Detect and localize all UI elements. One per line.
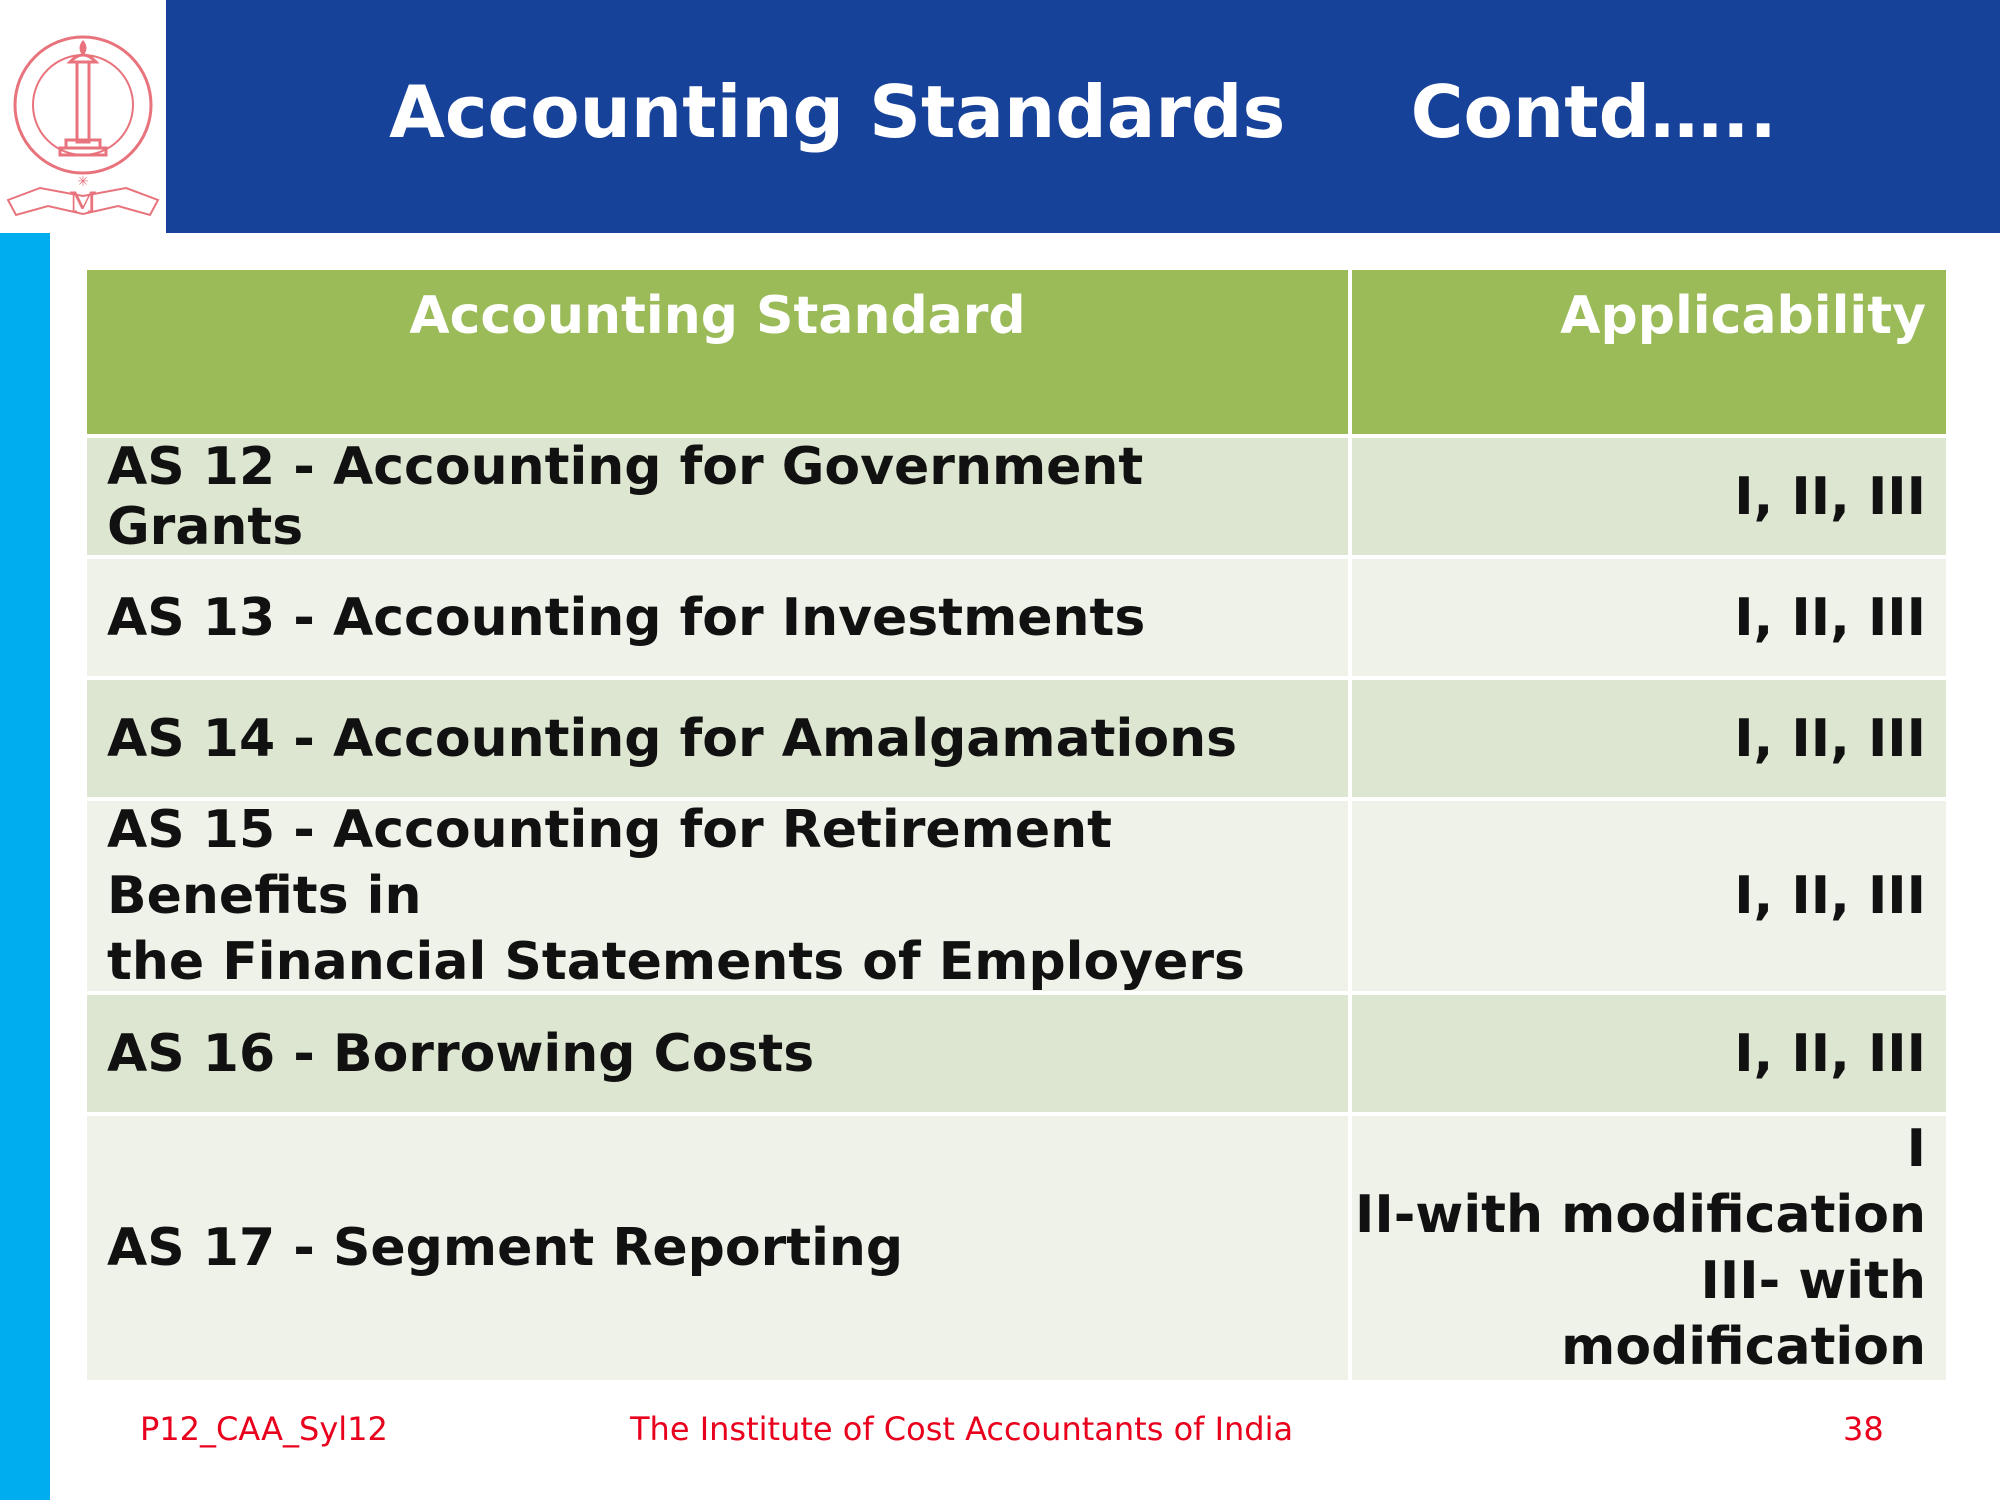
standard-line: AS 15 - Accounting for Retirement Benefits in xyxy=(107,800,1112,926)
standard-cell: AS 16 - Borrowing Costs xyxy=(85,993,1350,1114)
applicability-cell: I, II, III xyxy=(1350,799,1948,993)
svg-text:M: M xyxy=(68,186,98,219)
applicability-line: I xyxy=(1906,1119,1926,1179)
title-banner xyxy=(166,0,2000,233)
institute-logo xyxy=(0,0,166,233)
standard-cell: AS 17 - Segment Reporting xyxy=(85,1114,1350,1382)
table-row xyxy=(85,557,1948,678)
standard-cell: AS 12 - Accounting for Government Grants xyxy=(85,436,1350,557)
standard-cell: AS 13 - Accounting for Investments xyxy=(85,557,1350,678)
applicability-line: III- with modification xyxy=(1561,1251,1926,1377)
page-title: Accounting Standards Contd….. xyxy=(389,70,1777,154)
logo-area xyxy=(0,0,166,233)
table-row xyxy=(85,436,1948,557)
table-row xyxy=(85,993,1948,1114)
applicability-cell: I, II, III xyxy=(1350,993,1948,1114)
applicability-cell: I, II, III xyxy=(1350,557,1948,678)
standard-line: the Financial Statements of Employers xyxy=(107,932,1245,992)
footer-code: P12_CAA_Syl12 xyxy=(140,1410,388,1448)
page-number: 38 xyxy=(1843,1410,1884,1448)
footer-institute: The Institute of Cost Accountants of India xyxy=(630,1410,1294,1448)
applicability-cell: I, II, III xyxy=(1350,436,1948,557)
left-accent-bar xyxy=(0,233,50,1500)
standards-table xyxy=(85,268,1948,1382)
column-header-standard: Accounting Standard xyxy=(85,268,1350,436)
standard-cell: AS 14 - Accounting for Amalgamations xyxy=(85,678,1350,799)
table-row xyxy=(85,1114,1948,1382)
standard-cell xyxy=(85,799,1350,993)
applicability-cell: I, II, III xyxy=(1350,678,1948,799)
table-row xyxy=(85,799,1948,993)
svg-text:✳: ✳ xyxy=(77,174,89,190)
applicability-cell xyxy=(1350,1114,1948,1382)
table-header-row xyxy=(85,268,1948,436)
applicability-line: II-with modification xyxy=(1355,1185,1926,1245)
table-row xyxy=(85,678,1948,799)
column-header-applicability: Applicability xyxy=(1350,268,1948,436)
